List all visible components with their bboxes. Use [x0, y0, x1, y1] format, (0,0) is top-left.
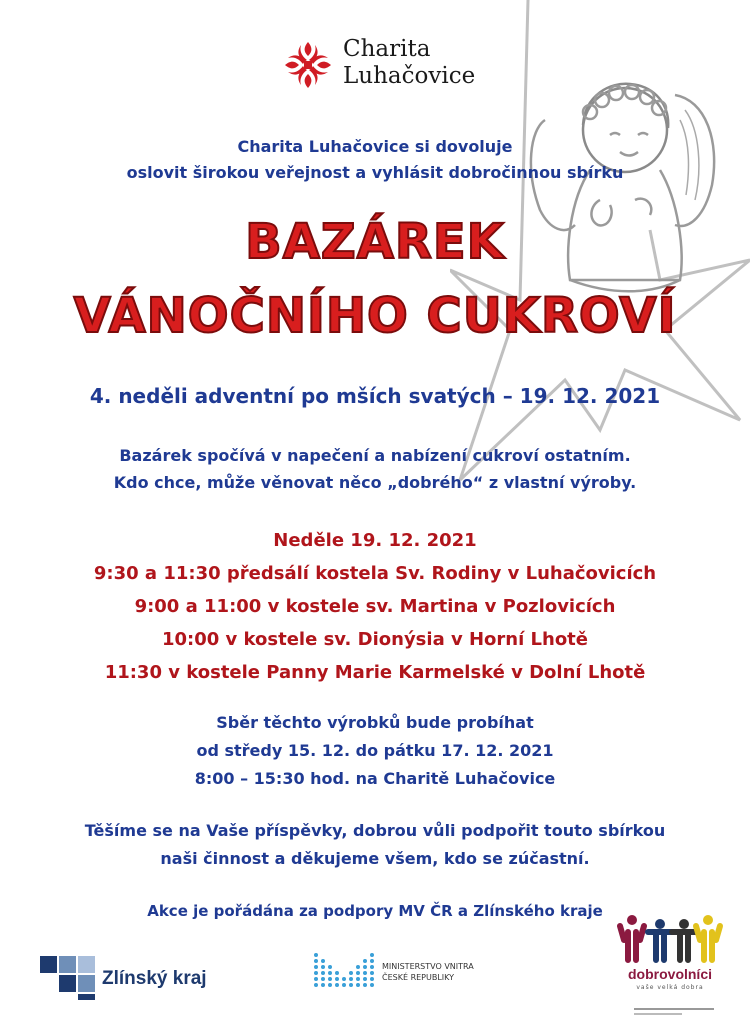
thanks-line-2: naši činnost a děkujeme všem, kdo se zúčastní.	[160, 849, 590, 868]
description	[0, 442, 750, 496]
collection-line-2: od středy 15. 12. do pátku 17. 12. 2021	[196, 741, 554, 760]
small-sponsor-mark	[634, 1006, 714, 1016]
intro-line-2: oslovit širokou veřejnost a vyhlásit dobročinnou sbírku	[126, 163, 624, 182]
ministry-line-2: ČESKÉ REPUBLIKY	[382, 973, 455, 982]
description-line-2: Kdo chce, může věnovat něco „dobrého“ z vlastní výroby.	[113, 473, 637, 492]
ministry-emblem-icon	[312, 947, 376, 991]
caritas-flame-cross-icon	[283, 40, 333, 90]
schedule	[0, 524, 750, 689]
collection-line-1: Sběr těchto výrobků bude probíhat	[216, 713, 534, 732]
thanks-line-1: Těšíme se na Vaše příspěvky, dobrou vůli podpořit touto sbírkou	[84, 821, 666, 840]
logo-line-1: Charita	[343, 36, 431, 62]
thanks-text	[0, 817, 750, 873]
zlinsky-kraj-text: Zlínský kraj	[102, 968, 207, 989]
schedule-item: 9:30 a 11:30 předsálí kostela Sv. Rodiny v Luhačovicích	[93, 563, 657, 584]
schedule-heading: Neděle 19. 12. 2021	[273, 530, 477, 551]
dobrovolnici-text: dobrovolníci	[628, 966, 712, 982]
title-line-1: BAZÁREK	[245, 214, 505, 270]
collection-line-3: 8:00 – 15:30 hod. na Charitě Luhačovice	[194, 769, 556, 788]
schedule-item: 10:00 v kostele sv. Dionýsia v Horní Lhotě	[161, 629, 588, 650]
zlinsky-kraj-logo	[40, 950, 220, 1000]
description-line-1: Bazárek spočívá v napečení a nabízení cukroví ostatním.	[119, 446, 631, 465]
event-date: 4. neděli adventní po mších svatých – 19. 12. 2021	[89, 384, 661, 408]
ministry-logo	[312, 945, 512, 995]
collection-info	[0, 709, 750, 793]
title-line-2: VÁNOČNÍHO CUKROVÍ	[73, 288, 677, 344]
schedule-item: 9:00 a 11:00 v kostele sv. Martina v Pozlovicích	[134, 596, 616, 617]
dobrovolnici-tagline: vaše velká dobra	[636, 984, 704, 991]
intro-line-1: Charita Luhačovice si dovoluje	[237, 137, 513, 156]
volunteers-figures-icon	[614, 910, 726, 964]
ministry-line-1: MINISTERSTVO VNITRA	[382, 962, 474, 971]
intro-text	[0, 134, 750, 186]
support-note: Akce je pořádána za podpory MV ČR a Zlínského kraje	[147, 902, 603, 920]
logo-line-2: Luhačovice	[343, 63, 476, 89]
charita-logo	[283, 36, 493, 96]
schedule-item: 11:30 v kostele Panny Marie Karmelské v Dolní Lhotě	[104, 662, 646, 683]
dobrovolnici-logo	[614, 910, 726, 1020]
